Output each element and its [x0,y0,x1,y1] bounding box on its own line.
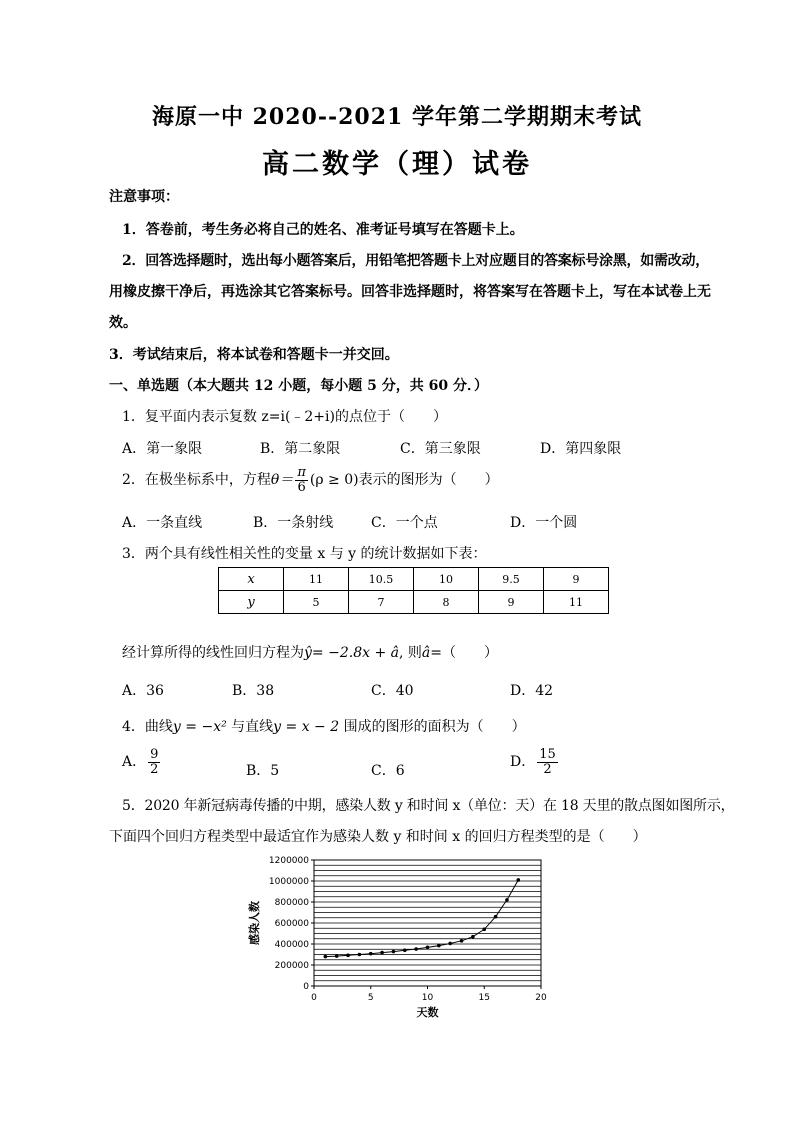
q5-line-1: 5．2020 年新冠病毒传播的中期，感染人数 y 和时间 x（单位：天）在 18 天里的散点图如图所示， [122,798,735,814]
scatter-point [482,928,486,932]
y-tick-label: 0 [303,982,309,992]
q3-row-x [219,568,609,591]
scatter-point [335,954,339,958]
q3-y-cell: 5 [284,591,349,614]
scatter-point [380,951,384,955]
scatter-point [369,952,373,956]
q3-reg-equation: = −2.8x + â [311,645,399,661]
q4-option-a-fraction [148,748,160,776]
q1-option-a: A．第一象限 [122,441,203,457]
q4-stem-suffix: 围成的图形的面积为（ ） [343,719,526,735]
q4-d-denominator: 2 [543,761,552,777]
q3-stem: 3．两个具有线性相关性的变量 x 与 y 的统计数据如下表： [122,546,487,562]
q3-reg-prefix: 经计算所得的线性回归方程为 [122,645,304,661]
q3-option-a: A．36 [122,683,164,699]
q2-option-b: B．一条射线 [253,515,334,531]
q4-stem [122,716,526,736]
scatter-point [494,915,498,919]
q4-a-denominator: 2 [150,761,159,777]
q3-row-x-label: x [219,568,284,591]
q3-option-d: D．42 [510,683,554,699]
q3-data-table [218,567,609,614]
scatter-point [426,946,430,950]
notice-item-1: 1．答卷前，考生务必将自己的姓名、准考证号填写在答题卡上。 [122,222,524,238]
y-tick-label: 1200000 [268,856,309,866]
q4-option-d [510,748,560,776]
x-tick-label: 0 [311,993,317,1003]
x-tick-label: 20 [535,993,547,1003]
q4-option-b: B．5 [246,763,280,779]
q4-a-numerator: 9 [150,747,159,762]
q4-stem-prefix: 4．曲线 [122,719,173,735]
q1-stem: 1．复平面内表示复数 z=i(﹣2+i)的点位于（ ） [122,409,447,425]
y-tick-label: 400000 [274,940,309,950]
notice-item-3: 3．考试结束后，将本试卷和答题卡一并交回。 [109,347,399,363]
q2-fraction [295,466,308,494]
q1-option-d: D．第四象限 [540,441,622,457]
q3-reg-then: , 则 [398,645,422,661]
q3-x-cell: 9 [544,568,609,591]
exam-subtitle: 高二数学（理）试卷 [262,149,532,180]
y-tick-label: 800000 [274,898,309,908]
q4-curve: y = −x² [172,719,232,735]
q2-stem-prefix: 2．在极坐标系中，方程 [122,472,271,489]
q5-line-2: 下面四个回归方程类型中最适宜作为感染人数 y 和时间 x 的回归方程类型的是（ ） [109,829,647,845]
q2-six: 6 [297,479,306,495]
q4-option-a-label: A． [122,754,147,771]
x-tick-label: 15 [478,993,490,1003]
notice-item-2-line-2: 用橡皮擦干净后，再选涂其它答案标号。回答非选择题时，将答案写在答题卡上，写在本试卷上无 [109,284,711,300]
q1-option-b: B．第二象限 [260,441,341,457]
q3-reg-suffix: =（ ） [430,645,498,661]
q4-option-c: C．6 [371,763,405,779]
q4-option-d-fraction [537,748,558,776]
q4-d-numerator: 15 [539,747,556,762]
q3-row-y [219,591,609,614]
q3-y-cell: 11 [544,591,609,614]
notice-item-2-line-1: 2．回答选择题时，选出每小题答案后，用铅笔把答题卡上对应题目的答案标号涂黑，如需改动， [122,253,709,269]
x-tick-label: 10 [421,993,434,1003]
exam-title: 海原一中 2020--2021 学年第二学期期末考试 [151,104,643,130]
scatter-point [358,953,362,957]
q2-condition: (ρ ≥ 0) [309,472,359,489]
chart-x-label: 天数 [416,1006,439,1019]
scatter-point [403,949,407,953]
q3-x-cell: 9.5 [479,568,544,591]
scatter-point [437,944,441,948]
q3-option-b: B．38 [232,683,275,699]
chart-y-label: 感染人数 [248,901,261,945]
q3-y-cell: 8 [414,591,479,614]
y-tick-label: 600000 [274,919,309,929]
q3-regression-line [122,642,498,662]
q2-stem [122,466,499,494]
q3-y-cell: 9 [479,591,544,614]
q3-reg-ahat: â [421,645,431,661]
scatter-point [448,942,452,946]
q4-stem-mid: 与直线 [231,719,274,735]
q3-row-y-label: y [219,591,284,614]
q4-option-a [122,748,162,776]
section-1-heading: 一、单选题（本大题共 12 小题，每小题 5 分，共 60 分．） [109,378,488,394]
scatter-point [392,950,396,954]
q3-x-cell: 11 [284,568,349,591]
q2-theta: θ＝ [270,472,294,489]
q3-x-cell: 10 [414,568,479,591]
q4-line: y = x − 2 [273,719,344,735]
chart-grid [314,860,541,986]
scatter-point [460,939,464,943]
q2-pi: π [297,465,306,480]
y-tick-label: 200000 [274,961,309,971]
q5-scatter-chart [240,850,580,1025]
scatter-point [414,947,418,951]
q2-option-a: A．一条直线 [122,515,203,531]
notice-item-2-line-3: 效。 [109,315,137,331]
chart-points [324,878,521,958]
q4-option-d-label: D． [510,754,536,771]
q2-option-d: D．一个圆 [510,515,578,531]
x-tick-label: 5 [367,993,374,1003]
scatter-point [471,935,475,939]
q3-y-cell: 7 [349,591,414,614]
scatter-point [346,954,350,958]
scatter-point [517,878,521,882]
y-tick-label: 1000000 [268,877,309,887]
q3-option-c: C．40 [371,683,414,699]
scatter-point [324,955,328,959]
notice-heading: 注意事项： [109,189,179,205]
q2-option-c: C．一个点 [371,515,438,531]
q3-reg-yhat: ŷ [304,645,312,661]
q2-stem-suffix: 表示的图形为（ ） [358,472,499,489]
q3-x-cell: 10.5 [349,568,414,591]
scatter-point [505,898,509,902]
q1-option-c: C．第三象限 [400,441,481,457]
